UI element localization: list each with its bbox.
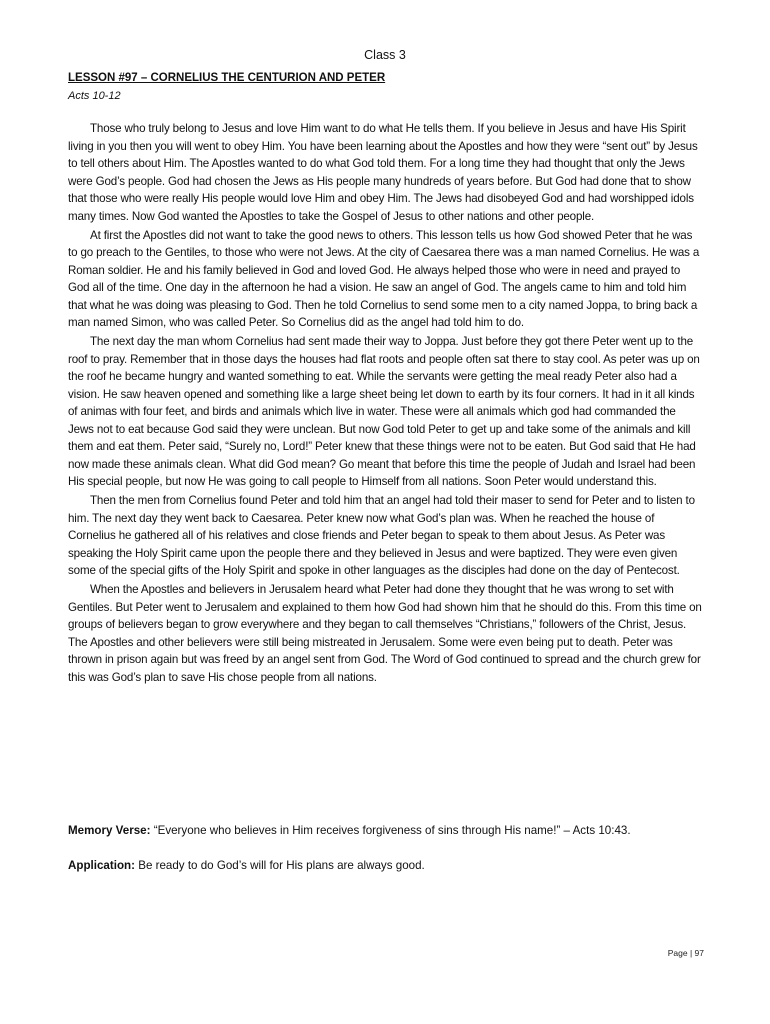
paragraph-1: Those who truly belong to Jesus and love Him want to do what He tells them. If you believe in Jesus and have His Spirit living in you then you will went to obey Him. You have been learning about the Apostles and how they were “sent out” by Jesus to tell others about Him. The Apostles wanted to do what God told them. For a long time they had thought that only the Jews were God’s people. God had chosen the Jews as His people many hundreds of years before. But God had done that to show that those who were really His people would love Him and obey Him. The Jews had disobeyed God and had worshipped idols many times. Now God wanted the Apostles to take the Gospel of Jesus to other nations and other people. [68,122,698,223]
memory-verse-text: “Everyone who believes in Him receives forgiveness of sins through His name!” – Acts 10:43. [150,824,631,837]
memory-verse-label: Memory Verse: [68,824,151,837]
paragraph-2: At first the Apostles did not want to take the good news to others. This lesson tells us how God showed Peter that he was to go preach to the Gentiles, to those who were not Jews. At the city of Caesarea there was a man named Cornelius. He was a Roman soldier. He and his family believed in God and loved God. He always helped those who were in need and prayed to God all of the time. One day in the afternoon he had a vision. He saw an angel of God. The angels came to him and told him that what he was doing was pleasing to God. Then he told Cornelius to send some men to a city named Joppa, to bring back a man named Simon, who was called Peter. So Cornelius did as the angel had told him to do. [68,228,700,329]
lesson-body [68,120,704,688]
application-label: Application: [68,859,135,872]
lesson-title: LESSON #97 – CORNELIUS THE CENTURION AND PETER [68,72,386,84]
application [68,857,704,874]
paragraph-5: When the Apostles and believers in Jerusalem heard what Peter had done they thought that he was wrong to set with Gentiles. But Peter went to Jerusalem and explained to them how God had shown him that he should do this. From this time on groups of believers began to grow everywhere and they began to call themselves “Christians,” followers of the Christ, Jesus. The Apostles and other believers were still being mistreated in Jerusalem. Some were even being put to death. Peter was thrown in prison again but was freed by an angel sent from God. The Word of God continued to spread and the church grew for this was God’s plan to save His chose people from all nations. [68,583,702,684]
scripture-reference: Acts 10-12 [68,90,121,102]
paragraph-4: Then the men from Cornelius found Peter and told him that an angel had told their maser to send for Peter and to listen to him. The next day they went back to Caesarea. Peter knew now what God’s plan was. When he reached the house of Cornelius he gathered all of his relatives and close friends and Peter began to speak to them about Jesus. As Peter was speaking the Holy Spirit came upon the people there and they believed in Jesus and were baptized. They were even given some of the special gifts of the Holy Spirit and spoke in other languages as the disciples had done on the day of Pentecost. [68,494,695,577]
class-heading: Class 3 [364,48,406,62]
page-number: Page | 97 [667,948,704,958]
paragraph-3: The next day the man whom Cornelius had sent made their way to Joppa. Just before they got there Peter went up to the roof to pray. Remember that in those days the houses had flat roots and people often sat there to stay cool. As peter was up on the roof he became hungry and wanted something to eat. While the servants were getting the meal ready Peter also had a vision. He saw heaven opened and something like a large sheet being let down to earth by its four corners. It had in it all kinds of animas with four feet, and birds and animals which live in water. These were all animals which god had commanded the Jews not to eat because God said they were unclean. But now God told Peter to get up and take some of the animals and kill them and eat them. Peter said, “Surely no, Lord!” Peter knew that these things were not to be eaten. But God said that He had now made these animals clean. What did God mean? Go meant that before this time the people of Judah and Israel had been His special people, but now He was going to call people to Himself from all nations. Soon Peter would understand this. [68,335,700,488]
memory-verse [68,822,704,839]
application-text: Be ready to do God’s will for His plans are always good. [134,859,425,872]
